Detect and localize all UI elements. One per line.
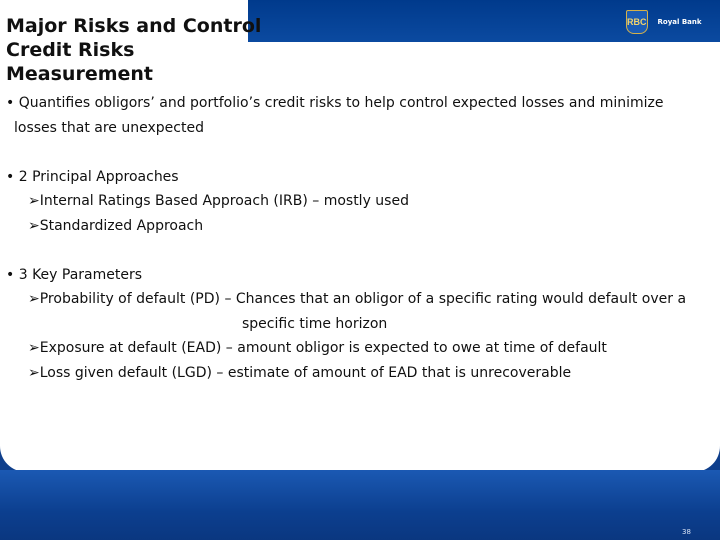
- sub-item-irb: ➢Internal Ratings Based Approach (IRB) – mostly used: [28, 193, 409, 209]
- sub-item-ead: ➢Exposure at default (EAD) – amount obligor is expected to owe at time of default: [28, 340, 607, 356]
- bullet-1-continuation: losses that are unexpected: [14, 119, 204, 136]
- spacer: [6, 238, 718, 263]
- rbc-shield-text: RBC: [627, 17, 647, 27]
- sub-item-standardized: ➢Standardized Approach: [28, 217, 204, 234]
- royal-bank-logo: [626, 10, 702, 34]
- footer-band: [0, 470, 720, 540]
- bullet-1: • Quantifies obligors’ and portfolio’s credit risks to help control expected losses and minimize: [6, 95, 664, 111]
- page-number: 38: [682, 528, 691, 536]
- title-line-1: Major Risks and Control: [6, 15, 262, 37]
- title-line-3: Measurement: [6, 63, 153, 85]
- bullet-2: • 2 Principal Approaches: [6, 168, 179, 185]
- title-line-2: Credit Risks: [6, 39, 135, 61]
- slide-title: [6, 14, 261, 86]
- bullet-3: • 3 Key Parameters: [6, 266, 143, 283]
- spacer: [6, 140, 718, 165]
- slide-body: [6, 91, 718, 385]
- sub-item-lgd: ➢Loss given default (LGD) – estimate of amount of EAD that is unrecoverable: [28, 364, 572, 381]
- sub-item-pd-continuation: specific time horizon: [242, 315, 388, 332]
- sub-item-pd: ➢Probability of default (PD) – Chances that an obligor of a specific rating would default over a: [28, 291, 687, 307]
- rbc-shield-icon: [626, 10, 648, 34]
- logo-brand-text: Royal Bank: [657, 18, 702, 26]
